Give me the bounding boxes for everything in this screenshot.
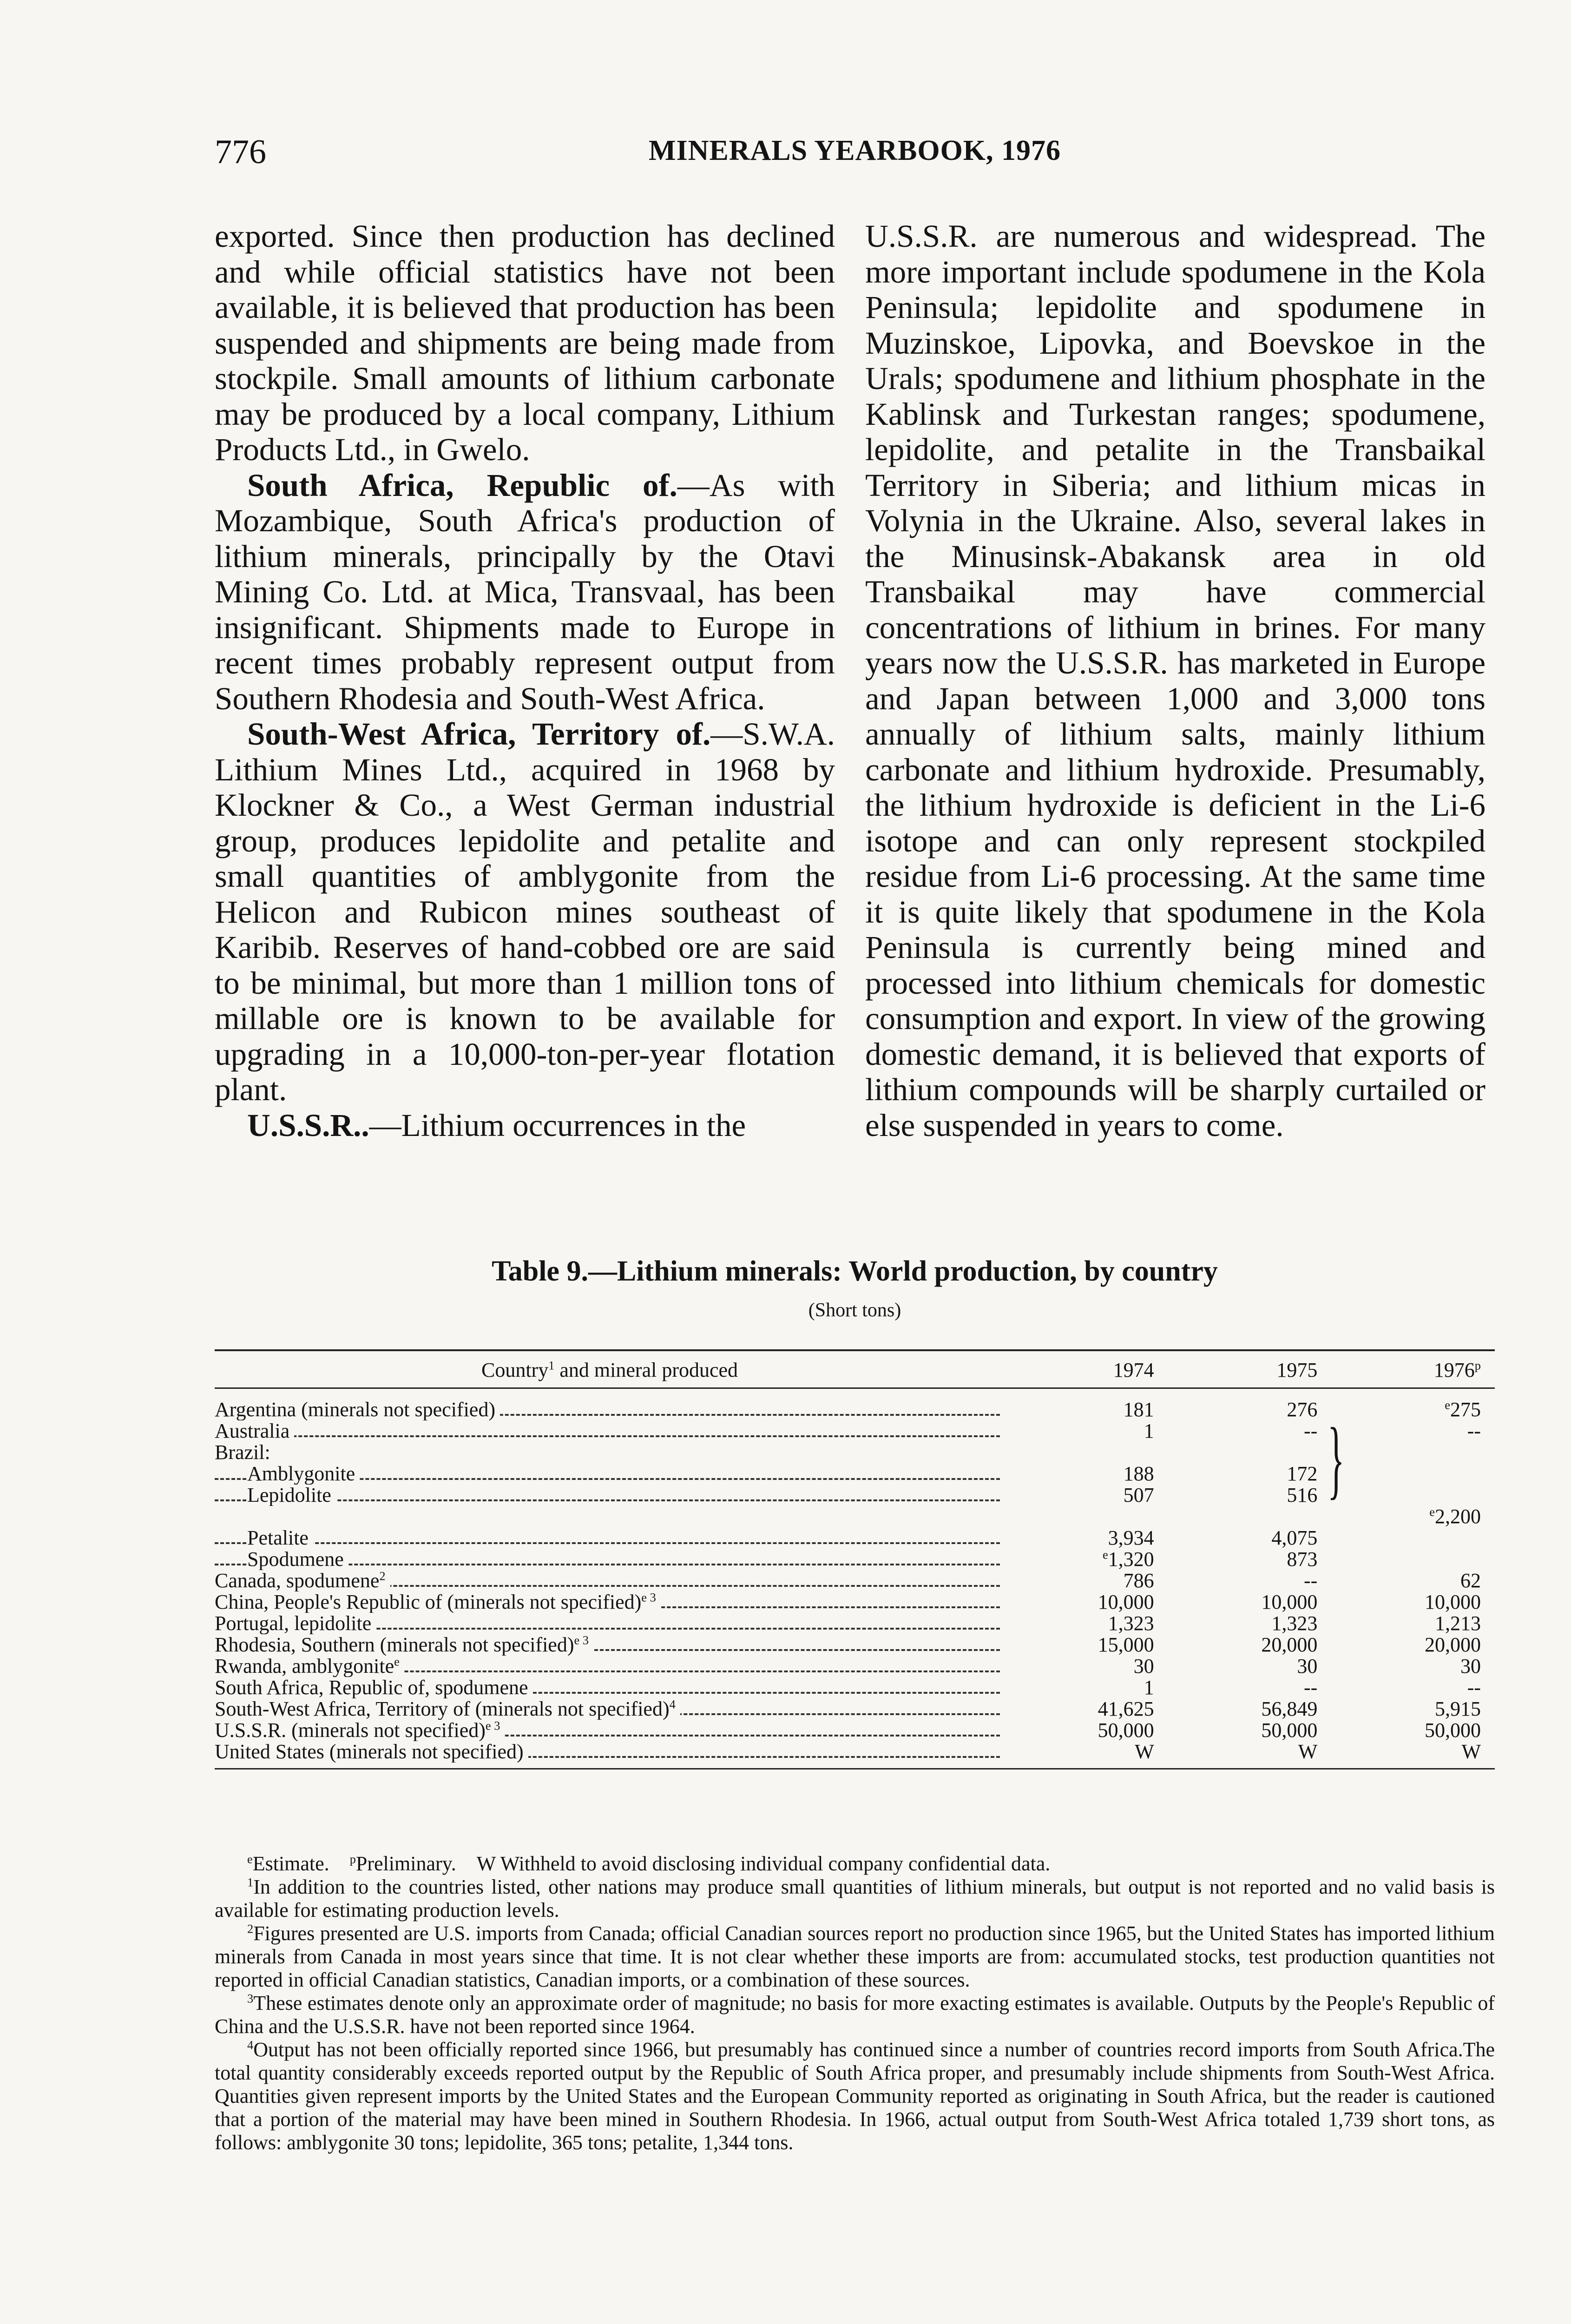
table-row: Lepidolite 507 516 }	[215, 1485, 1495, 1506]
row-label: Australia	[215, 1420, 294, 1442]
row-label: Rhodesia, Southern (minerals not specified)$^{e 3}$	[215, 1634, 593, 1656]
right-column	[865, 218, 1486, 1143]
section-heading: South Africa, Republic of.	[247, 467, 677, 503]
column-header-1975: 1975	[1168, 1350, 1332, 1388]
footnote: $^1$In addition to the countries listed, other nations may produce small quantities of lithium minerals, but output is not reported and no valid basis is available for estimating production levels.	[215, 1875, 1495, 1921]
row-label: United States (minerals not specified)	[215, 1741, 528, 1763]
table-row: Rhodesia, Southern (minerals not specified)$^{e 3}$ 15,000 20,000 20,000	[215, 1633, 1481, 1656]
section-heading: U.S.S.R..	[247, 1107, 369, 1143]
table-row: Canada, spodumene$^2$ 786 -- 62	[215, 1569, 1481, 1592]
page-number: 776	[215, 133, 266, 171]
row-label: Lepidolite	[247, 1485, 336, 1506]
footnote: $^4$Output has not been officially reported since 1966, but presumably has continued since a number of countries record imports from South Africa.The total quantity considerably exceeds reported output by the Republic of South Africa proper, and presumably include shipments from South-West Africa. Quantities given represent imports by the United States and the European Community reported as originating in South Africa, but the reader is cautioned that a portion of the material may have been mined in Southern Rhodesia. In 1966, actual output from South-West Africa totaled 1,739 short tons, as follows: amblygonite 30 tons; lepidolite, 365 tons; petalite, 1,344 tons.	[215, 2038, 1495, 2154]
table-title: Table 9.—Lithium minerals: World production, by country	[492, 1255, 1218, 1287]
row-label: Rwanda, amblygonite$^e$	[215, 1656, 404, 1677]
column-header-country: Country$^1$ and mineral produced	[215, 1350, 1005, 1388]
row-label: Portugal, lepidolite	[215, 1613, 376, 1634]
production-table-section	[215, 1255, 1495, 1769]
footnote: $^2$Figures presented are U.S. imports from Canada; official Canadian sources report no production since 1965, but the United States has imported lithium minerals from Canada in most years since that time. It is not clear whether these imports are from: accumulated stocks, test production quantities not reported in official Canadian statistics, Canadian imports, or a combination of these sources.	[215, 1921, 1495, 1991]
table-row: South Africa, Republic of, spodumene 1 -- --	[215, 1676, 1481, 1699]
paragraph	[215, 1108, 835, 1143]
paragraph-body: —S.W.A. Lithium Mines Ltd., acquired in 1968 by Klockner & Co., a West German industrial group, produces lepidolite and petalite and small quantities of amblygonite from the Helicon and Rubicon mines southeast of Karibib. Reserves of hand-cobbed ore are said to be minimal, but more than 1 million tons of millable ore is known to be available for upgrading in a 10,000-ton-per-year flotation plant.	[215, 716, 835, 1107]
paragraph: U.S.S.R. are numerous and widespread. The more important include spodumene in the Kola Peninsula; lepidolite and spodumene in Muzinskoe, Lipovka, and Boevskoe in the Urals; spodumene and lithium phosphate in the Kablinsk and Turkestan ranges; spodumene, lepidolite, and petalite in the Transbaikal Territory in Siberia; and lithium micas in Volynia in the Ukraine. Also, several lakes in the Minusinsk-Abakansk area in old Transbaikal may have commercial concentrations of lithium in brines. For many years now the U.S.S.R. has marketed in Europe and Japan between 1,000 and 3,000 tons annually of lithium salts, mainly lithium carbonate and lithium hydroxide. Presumably, the lithium hydroxide is deficient in the Li-6 isotope and can only represent stockpiled residue from Li-6 processing. At the same time it is quite likely that spodumene in the Kola Peninsula is currently being mined and processed into lithium chemicals for domestic consumption and export. In view of the growing domestic demand, it is believed that exports of lithium compounds will be sharply curtailed or else suspended in years to come.	[865, 218, 1486, 1143]
row-label: Canada, spodumene$^2$	[215, 1570, 390, 1591]
running-title: MINERALS YEARBOOK, 1976	[648, 135, 1061, 166]
row-label: China, People's Republic of (minerals not specified)$^{e 3}$	[215, 1591, 661, 1613]
paragraph	[215, 716, 835, 1108]
table-row	[215, 1442, 1495, 1463]
table-row: $^e$2,200	[1429, 1505, 1481, 1528]
left-column	[215, 218, 835, 1143]
table-row: Australia 1 -- --	[215, 1419, 1481, 1442]
paragraph: exported. Since then production has declined and while official statistics have not been available, it is believed that production has been suspended and shipments are being made from stockpile. Small amounts of lithium carbonate may be produced by a local company, Lithium Products Ltd., in Gwelo.	[215, 218, 835, 467]
table-row: United States (minerals not specified) W W W	[215, 1741, 1495, 1769]
table-row: Petalite 3,934 4,075	[215, 1527, 1495, 1549]
row-label: Amblygonite	[247, 1463, 360, 1485]
table-subtitle: (Short tons)	[808, 1300, 901, 1321]
column-header-1976: 1976$^p$	[1331, 1350, 1495, 1388]
brazil-total-1976	[1328, 1410, 1495, 1508]
row-label: South Africa, Republic of, spodumene	[215, 1677, 533, 1698]
table-row: Amblygonite 188 172	[215, 1463, 1495, 1485]
table-row: Portugal, lepidolite 1,323 1,323 1,213	[215, 1612, 1481, 1635]
table-footnotes	[215, 1852, 1495, 2154]
table-row: China, People's Republic of (minerals not specified)$^{e 3}$ 10,000 10,000 10,000	[215, 1591, 1481, 1613]
table-row: U.S.S.R. (minerals not specified)$^{e 3}$ 50,000 50,000 50,000	[215, 1719, 1481, 1742]
table-row: Spodumene $^e$1,320 873	[215, 1549, 1495, 1570]
row-label: Brazil:	[215, 1442, 275, 1463]
paragraph-body: —Lithium occurrences in the	[369, 1107, 746, 1143]
page-header	[215, 132, 1495, 184]
production-table	[215, 1349, 1495, 1769]
row-label: Spodumene	[247, 1549, 348, 1570]
table-row: South-West Africa, Territory of (minerals not specified)$^4$ 41,625 56,849 5,915	[215, 1697, 1481, 1720]
footnote: $^3$These estimates denote only an approximate order of magnitude; no basis for more exacting estimates is available. Outputs by the People's Republic of China and the U.S.S.R. have not been reported since 1964.	[215, 1991, 1495, 2038]
paragraph-body: —As with Mozambique, South Africa's production of lithium minerals, principally by the Otavi Mining Co. Ltd. at Mica, Transvaal, has been insignificant. Shipments made to Europe in recent times probably represent output from Southern Rhodesia and South-West Africa.	[215, 467, 835, 716]
footnote-legend: $^e$Estimate. $^p$Preliminary. W Withheld to avoid disclosing individual company confidential data.	[247, 1852, 1051, 1875]
table-header-row	[215, 1350, 1495, 1388]
section-heading: South-West Africa, Territory of.	[247, 716, 711, 752]
table-row: Rwanda, amblygonite$^e$ 30 30 30	[215, 1655, 1481, 1677]
row-label: U.S.S.R. (minerals not specified)$^{e 3}$	[215, 1720, 505, 1741]
row-label: Petalite	[247, 1527, 313, 1549]
paragraph	[215, 468, 835, 717]
brace-icon: }	[1328, 1410, 1345, 1508]
table-row: Argentina (minerals not specified) 181 276 $^e$275	[215, 1398, 1481, 1421]
row-label: Argentina (minerals not specified)	[215, 1399, 500, 1420]
column-header-1974: 1974	[1005, 1350, 1168, 1388]
row-label: South-West Africa, Territory of (minerals not specified)$^4$	[215, 1698, 680, 1720]
